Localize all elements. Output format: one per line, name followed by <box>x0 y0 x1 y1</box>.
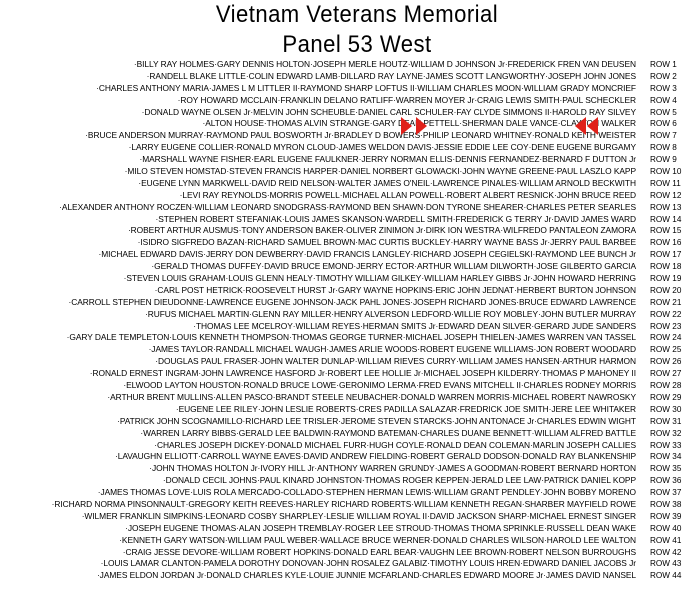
name-row <box>0 570 698 582</box>
row-label: ROW 29 <box>650 392 682 402</box>
row-names: ·RONALD ERNEST INGRAM·JOHN LAWRENCE HASFORD Jr·ROBERT LEE HOLLIE Jr·MICHAEL JOSEPH KILDERRY·THOMAS P MAHONEY II <box>89 368 636 379</box>
name-row <box>0 344 698 356</box>
name-row <box>0 392 698 404</box>
row-label: ROW 2 <box>650 71 677 81</box>
name-row <box>0 535 698 547</box>
row-label: ROW 38 <box>650 499 682 509</box>
name-row <box>0 273 698 285</box>
row-names: ·ROBERT ARTHUR AUSMUS·TONY ANDERSON BAKER·OLIVER ZINIMON Jr·DIRK ION WESTRA·WILFREDO PANTALEON ZAMORA <box>127 225 636 236</box>
row-label: ROW 8 <box>650 143 677 153</box>
row-names: ·CARROLL STEPHEN DIEUDONNE·LAWRENCE EUGENE JOHNSON·JACK PAHL JONES·JOSEPH RICHARD JONES·BRUCE EDWARD LAWRENCE <box>68 296 636 307</box>
row-names: ·STEVEN LOUIS GRAHAM·LOUIS GLENN HEALY·TIMOTHY WILLIAM GILKEY·WILLIAM HARLEY GIBBS Jr·JOHN HOWARD HERRING <box>123 273 636 284</box>
row-names: ·ARTHUR BRENT MULLINS·ALLEN PASCO·BRANDT STEELE NEUBACHER·DONALD WARREN MORRIS·MICHAEL ROBERT NAWROSKY <box>107 391 636 402</box>
name-row <box>0 332 698 344</box>
row-label: ROW 40 <box>650 523 682 533</box>
name-row <box>0 237 698 249</box>
row-names: ·JOSEPH EUGENE THOMAS·ALAN JOSEPH TREMBLAY·ROGER LEE STROUD·THOMAS THOMA SPRINKLE·RUSSELL DEAN WAKE <box>125 522 636 533</box>
row-names: ·MILO STEVEN HOMSTAD·STEVEN FRANCIS HARPER·DANIEL NORBERT GLOWACKI·JOHN WAYNE GREENE·PAUL LASZLO KAPP <box>124 166 636 177</box>
row-names: ·ISIDRO SIGFREDO BAZAN·RICHARD SAMUEL BROWN·MAC CURTIS BUCKLEY·HARRY WAYNE BASS Jr·JERRY PAUL BARBEE <box>137 237 636 248</box>
row-label: ROW 9 <box>650 155 677 165</box>
row-label: ROW 44 <box>650 571 682 581</box>
name-row <box>0 440 698 452</box>
name-row <box>0 83 698 95</box>
row-label: ROW 28 <box>650 381 682 391</box>
row-label: ROW 3 <box>650 83 677 93</box>
row-label: ROW 32 <box>650 428 682 438</box>
memorial-title: Vietnam Veterans Memorial <box>215 1 499 28</box>
row-label: ROW 18 <box>650 262 682 272</box>
row-names: ·LARRY EUGENE COLLIER·RONALD MYRON CLOUD·JAMES WELDON DAVIS·JESSIE EDDIE LEE COY·DENE EUGENE BURGAMY <box>128 142 636 153</box>
row-names: ·WILMER FRANKLIN SIMPKINS·LEONARD COSBY SHARPLEY·LESLIE WILLIAM ROYAL II·DAVID JACKSON SHARP·MICHAEL ERNEST SINGER <box>81 510 636 521</box>
row-names: ·BRUCE ANDERSON MURRAY·RAYMOND PAUL BOSWORTH Jr·BRADLEY D BOWERS·PHILIP LEONARD WHITNEY·RONALD KEITH WEISTER <box>85 130 636 141</box>
name-row <box>0 166 698 178</box>
row-names: ·STEPHEN ROBERT STEFANIAK·LOUIS JAMES SKANSON·WARDELL SMITH·FREDERICK G TERRY Jr·DAVID JAMES WARD <box>155 213 636 224</box>
row-label: ROW 26 <box>650 357 682 367</box>
row-label: ROW 20 <box>650 285 682 295</box>
row-label: ROW 11 <box>650 178 681 188</box>
name-row <box>0 178 698 190</box>
name-row <box>0 154 698 166</box>
row-label: ROW 33 <box>650 440 682 450</box>
row-label: ROW 16 <box>650 238 682 248</box>
row-names: ·LOUIS LAMAR CLANTON·PAMELA DOROTHY DONOVAN·JOHN ROSALEZ GALABIZ·TIMOTHY LOUIS HREN·EDWARD DANIEL JACOBS Jr <box>100 558 636 569</box>
name-row <box>0 451 698 463</box>
name-row <box>0 309 698 321</box>
row-names: ·RICHARD NORMA PINSONNAULT·GREGORY KEITH REEVES·HARLEY RICHARD ROBERTS·WILLIAM KENNETH REGAN·SHARBER MAYFIELD ROWE <box>51 498 636 509</box>
row-names: ·ALEXANDER ANTHONY ROCZEN·WILLIAM LEONARD SNODGRASS·RAYMOND BEN SHAWN·DON TYRONE SHEARER·CHARLES PETER SEARLES <box>59 201 636 212</box>
row-names: ·EUGENE LEE RILEY·JOHN LESLIE ROBERTS·CRES PADILLA SALAZAR·FREDRICK JOE SMITH·JERE LEE WHITAKER <box>175 403 636 414</box>
row-names: ·JAMES ELDON JORDAN Jr·DONALD CHARLES KYLE·LOUIE JUNNIE MCFARLAND·CHARLES EDWARD MOORE Jr·JAMES DAVID NANSEL <box>96 570 636 581</box>
row-names: ·PATRICK JOHN SCOGNAMILLO·RICHARD LEE TRISLER·JEROME STEVEN STARCKS·JOHN ANTONACE Jr·CHARLES EDWIN WIGHT <box>117 415 636 426</box>
row-names: ·CRAIG JESSE DEVORE·WILLIAM ROBERT HOPKINS·DONALD EARL BEAR·VAUGHN LEE BROWN·ROBERT NELSON BURROUGHS <box>122 546 636 557</box>
row-label: ROW 7 <box>650 131 677 141</box>
names-list <box>0 59 698 582</box>
row-names: ·GERALD THOMAS DUFFEY·DAVID BRUCE EMOND·JERRY ECTOR·ARTHUR WILLIAM DILWORTH·JOSE GILBERTO GARCIA <box>151 261 636 272</box>
row-label: ROW 22 <box>650 309 682 319</box>
name-row <box>0 225 698 237</box>
row-names: ·RANDELL BLAKE LITTLE·COLIN EDWARD LAMB·DILLARD RAY LAYNE·JAMES SCOTT LANGWORTHY·JOSEPH JOHN JONES <box>146 70 636 81</box>
row-label: ROW 35 <box>650 464 682 474</box>
row-names: ·ALTON HOUSE·THOMAS ALVIN STRANGE·GARY DEAN PETTELL·SHERMAN DALE VANCE·CLAYTON WALKER <box>202 118 636 129</box>
name-row <box>0 71 698 83</box>
row-label: ROW 15 <box>650 226 682 236</box>
row-label: ROW 31 <box>650 416 682 426</box>
row-names: ·ELWOOD LAYTON HOUSTON·RONALD BRUCE LOWE·GERONIMO LERMA·FRED EVANS MITCHELL II·CHARLES RODNEY MORRIS <box>123 380 636 391</box>
row-names: ·DONALD WAYNE OLSEN Jr·MELVIN JOHN SCHEUBLE·DANIEL CARL SCHULER·FAY CLYDE SIMMONS II·HAROLD RAY SILVEY <box>141 106 636 117</box>
row-label: ROW 42 <box>650 547 682 557</box>
name-row <box>0 297 698 309</box>
row-names: ·JOHN THOMAS HOLTON Jr·IVORY HILL Jr·ANTHONY WARREN GRUNDY·JAMES A GOODMAN·ROBERT BERNARD HORTON <box>149 463 636 474</box>
name-row <box>0 356 698 368</box>
row-names: ·DONALD CECIL JOHNS·PAUL KINARD JOHNSTON·THOMAS ROGER KEPPEN·JERALD LEE LAW·PATRICK DANIEL KOPP <box>162 475 636 486</box>
name-row <box>0 142 698 154</box>
name-row <box>0 475 698 487</box>
row-names: ·THOMAS LEE MCELROY·WILLIAM REYES·HERMAN SMITS Jr·EDWARD DEAN SILVER·GERARD JUDE SANDERS <box>193 320 636 331</box>
row-names: ·EUGENE LYNN MARKWELL·DAVID REID NELSON·WALTER JAMES O'NEIL·LAWRENCE PINALES·WILLIAM ARNOLD BECKWITH <box>138 177 636 188</box>
name-row <box>0 95 698 107</box>
row-label: ROW 1 <box>650 60 677 69</box>
row-label: ROW 30 <box>650 404 682 414</box>
row-label: ROW 27 <box>650 369 682 379</box>
row-label: ROW 17 <box>650 250 682 260</box>
name-row <box>0 558 698 570</box>
row-label: ROW 4 <box>650 95 677 105</box>
row-names: ·JAMES TAYLOR·RANDALL MICHAEL WAUGH·JAMES ARLIE WOODS·ROBERT EUGENE WILLIAMS·JON ROBERT WOODARD <box>148 344 636 355</box>
row-names: ·DOUGLAS PAUL FRASER·JOHN WALTER DUNLAP·WILLIAM RIEVES CURRY·WILLIAM JAMES HANSEN·ARTHUR HARMON <box>155 356 636 367</box>
row-label: ROW 21 <box>650 297 682 307</box>
name-row <box>0 404 698 416</box>
name-row <box>0 499 698 511</box>
row-names: ·MICHAEL EDWARD DAVIS·JERRY DON DEWBERRY·DAVID FRANCIS LANGLEY·RICHARD JOSEPH CEGIELSKI·RAYMOND LEE BUNCH Jr <box>98 249 636 260</box>
row-label: ROW 34 <box>650 452 682 462</box>
name-row <box>0 368 698 380</box>
row-label: ROW 10 <box>650 167 682 177</box>
row-names: ·CARL POST HETRICK·ROOSEVELT HURST Jr·GARY WAYNE HOPKINS·ERIC JOHN JEDNAT·HERBERT BURTON JOHNSON <box>154 284 636 295</box>
name-row <box>0 547 698 559</box>
name-row <box>0 523 698 535</box>
row-label: ROW 19 <box>650 274 682 284</box>
row-label: ROW 23 <box>650 321 682 331</box>
row-label: ROW 39 <box>650 511 682 521</box>
name-row <box>0 190 698 202</box>
row-names: ·LAVAUGHN ELLIOTT·CARROLL WAYNE EAVES·DAVID ANDREW FIELDING·ROBERT GERALD DODSON·DONALD RAY BLANKENSHIP <box>114 451 636 462</box>
name-row <box>0 428 698 440</box>
marker-arrow-right-icon-2 <box>416 117 427 135</box>
row-label: ROW 14 <box>650 214 682 224</box>
marker-arrow-left-icon <box>575 117 586 135</box>
panel-subtitle: Panel 53 West <box>282 31 432 58</box>
row-label: ROW 43 <box>650 559 682 569</box>
row-label: ROW 41 <box>650 535 682 545</box>
name-row <box>0 202 698 214</box>
name-row <box>0 380 698 392</box>
row-names: ·KENNETH GARY WATSON·WILLIAM PAUL WEBER·WALLACE BRUCE WERNER·DONALD CHARLES WILSON·HAROLD LEE WALTON <box>119 534 636 545</box>
row-names: ·CHARLES ANTHONY MARIA·JAMES L M LITTLER II·RAYMOND SHARP LOFTUS II·WILLIAM CHARLES MOON·WILLIAM GRADY MONCRIEF <box>96 82 636 93</box>
row-names: ·MARSHALL WAYNE FISHER·EARL EUGENE FAULKNER·JERRY NORMAN ELLIS·DENNIS FERNANDEZ·BERNARD F DUTTON Jr <box>139 154 636 165</box>
marker-arrow-right-icon <box>401 117 412 135</box>
name-row <box>0 321 698 333</box>
name-row <box>0 261 698 273</box>
name-row <box>0 59 698 71</box>
row-names: ·LEVI RAY REYNOLDS·MORRIS POWELL·MICHAEL ALLAN POWELL·ROBERT ALBERT RESNICK·JOHN BRUCE REED <box>179 189 636 200</box>
row-names: ·ROY HOWARD MCCLAIN·FRANKLIN DELANO RATLIFF·WARREN MOYER Jr·CRAIG LEWIS SMITH·PAUL SCHECKLER <box>177 94 636 105</box>
row-names: ·BILLY RAY HOLMES·GARY DENNIS HOLTON·JOSEPH MERLE HOUTZ·WILLIAM D JOHNSON Jr·FREDERICK FREN VAN DEUSEN <box>133 59 636 69</box>
name-row <box>0 416 698 428</box>
marker-arrow-left-icon-2 <box>587 117 598 135</box>
row-label: ROW 12 <box>650 190 682 200</box>
name-row <box>0 487 698 499</box>
name-row <box>0 285 698 297</box>
row-label: ROW 25 <box>650 345 682 355</box>
row-names: ·RUFUS MICHAEL MARTIN·GLENN RAY MILLER·HENRY ALVERSON LEDFORD·WILLIE ROY MOBLEY·JOHN BUTLER MURRAY <box>144 308 636 319</box>
row-names: ·WARREN LARRY BIBBS·GERALD LEE BALDWIN·RAYMOND BATEMAN·CHARLES DUANE BENNETT·WILLIAM ALFRED BATTLE <box>140 427 636 438</box>
row-label: ROW 6 <box>650 119 677 129</box>
row-label: ROW 24 <box>650 333 682 343</box>
row-names: ·GARY DALE TEMPLETON·LOUIS KENNETH THOMPSON·THOMAS GEORGE TURNER·MICHAEL JOSEPH THIELEN·JAMES WARREN VAN TASSEL <box>66 332 636 343</box>
name-row <box>0 511 698 523</box>
row-label: ROW 13 <box>650 202 682 212</box>
name-row <box>0 463 698 475</box>
row-label: ROW 5 <box>650 107 677 117</box>
name-row <box>0 214 698 226</box>
row-label: ROW 36 <box>650 476 682 486</box>
name-row <box>0 249 698 261</box>
row-names: ·JAMES THOMAS LOVE·LUIS ROLA MERCADO-COLLADO·STEPHEN HERMAN LEWIS·WILLIAM GRANT PENDLEY·JOHN BOBBY MORENO <box>97 487 636 498</box>
row-label: ROW 37 <box>650 488 682 498</box>
row-names: ·CHARLES JOSEPH DICKEY·DONALD MICHAEL FURR·HUGH COYLE·RONALD DEAN COLEMAN·MARLIN JOSEPH CALLIES <box>154 439 636 450</box>
